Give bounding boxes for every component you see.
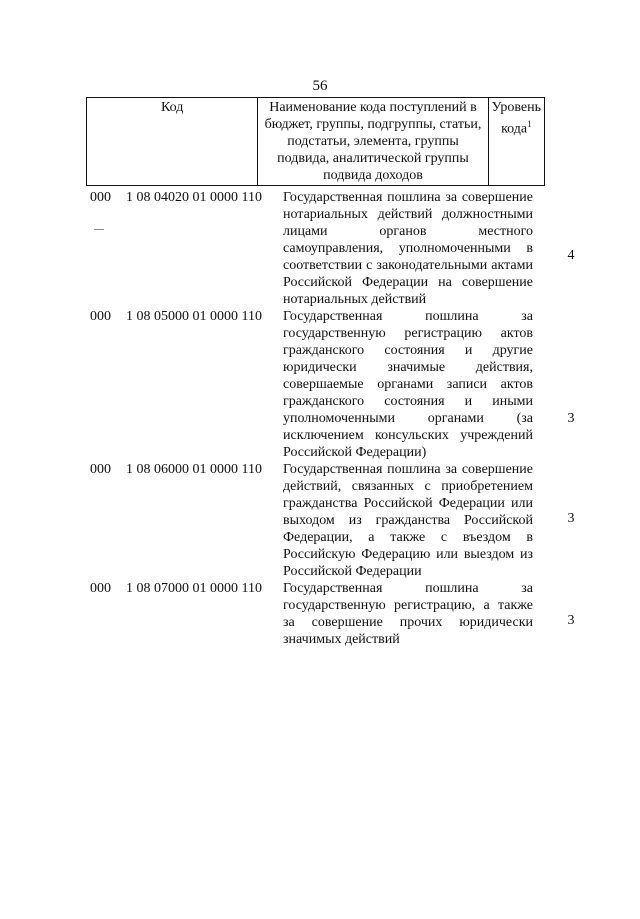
- revenue-name: Государственная пошлина за государственную регистрацию, а также за совершение прочих юридически значимых действий: [283, 581, 533, 647]
- revenue-code: 1 08 05000 01 0000 110: [126, 309, 262, 324]
- admin-code: 000: [90, 462, 111, 477]
- header-name: Наименование кода поступлений в бюджет, группы, подгруппы, статьи, подстатьи, элемента, группы подвида, аналитической группы подвида доходов: [258, 98, 488, 186]
- admin-code: 000: [90, 309, 111, 324]
- revenue-code: 1 08 07000 01 0000 110: [126, 581, 262, 596]
- table-header: [86, 97, 545, 186]
- page-number: 56: [312, 78, 328, 94]
- header-level-label: Уровень кода: [491, 100, 541, 137]
- table-row: [0, 461, 640, 580]
- header-code: Код: [87, 98, 258, 186]
- table-body: [0, 189, 640, 648]
- admin-code: 000: [90, 190, 111, 205]
- revenue-name: Государственная пошлина за совершение действий, связанных с приобретением гражданства Российской Федерации или выходом из гражданства Российской Федерации, а также с въездом в Российскую Федерацию или выездом из Российской Федерации: [283, 462, 533, 579]
- table-row: [0, 580, 640, 648]
- table-row: [0, 189, 640, 308]
- revenue-code: 1 08 04020 01 0000 110: [126, 190, 262, 205]
- scan-mark: [94, 229, 104, 230]
- revenue-name: Государственная пошлина за совершение нотариальных действий должностными лицами органов местного самоуправления, уполномоченными в соответствии с законодательными актами Российской Федерации на совершение нотариальных действий: [283, 190, 533, 307]
- admin-code: 000: [90, 581, 111, 596]
- header-level-footnote: 1: [527, 119, 532, 129]
- code-level: 3: [567, 511, 575, 526]
- table-row: [0, 308, 640, 461]
- code-level: 3: [567, 613, 575, 628]
- code-level: 3: [567, 411, 575, 426]
- revenue-name: Государственная пошлина за государственную регистрацию актов гражданского состояния и другие юридически значимые действия, совершаемые органами записи актов гражданского состояния и иными уполномоченными органами (за исключением консульских учреждений Российской Федерации): [283, 309, 533, 460]
- header-level: [488, 98, 544, 186]
- code-level: 4: [567, 248, 575, 263]
- revenue-code: 1 08 06000 01 0000 110: [126, 462, 262, 477]
